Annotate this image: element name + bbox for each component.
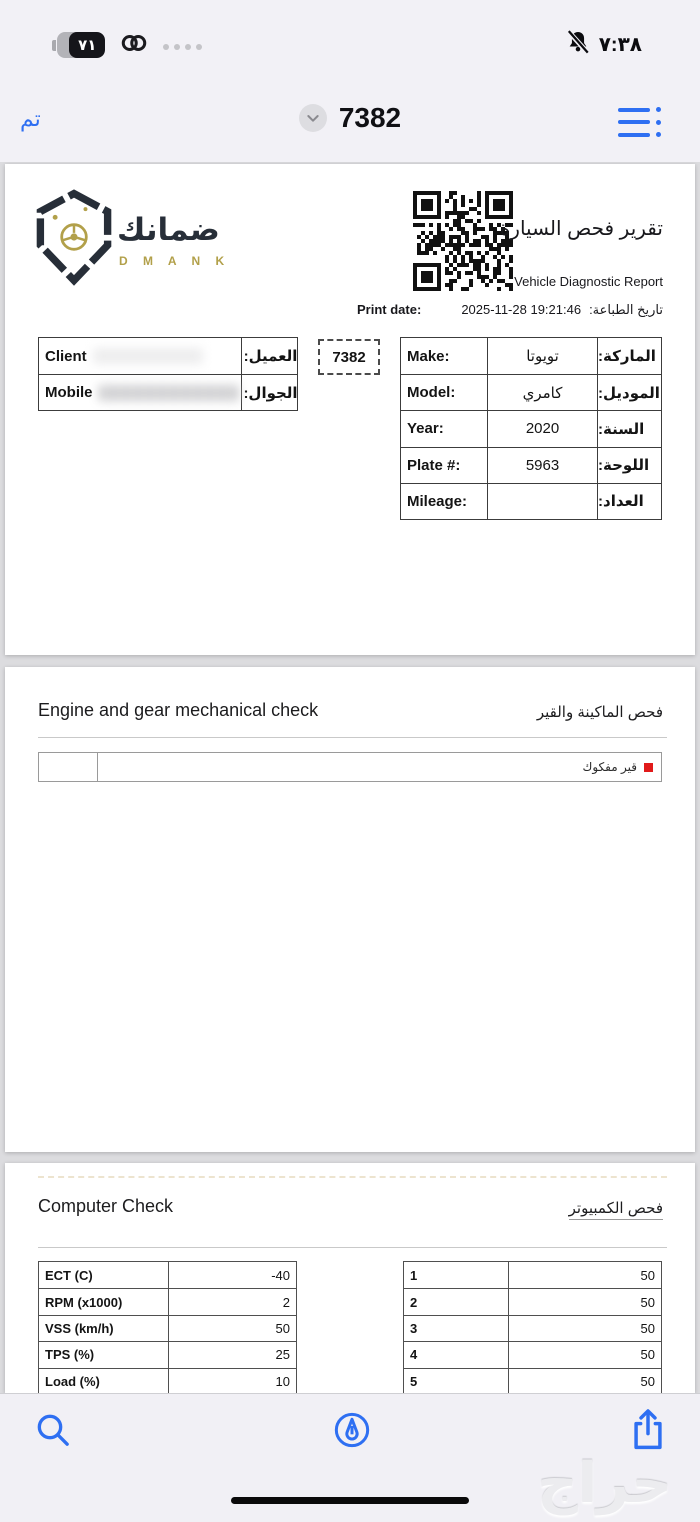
plate-label-en: Plate #: [401,448,488,483]
rpm-label: RPM (x1000) [39,1289,169,1314]
vehicle-info-table [400,337,662,520]
battery-percent: ٧١ [69,32,105,58]
print-date-row [5,302,695,322]
finding-status-cell [39,753,98,781]
table-row [39,1341,296,1367]
done-button[interactable]: تم [20,106,41,131]
vss-value: 50 [275,1320,290,1336]
year-value: 2020 [488,411,598,446]
load-label: Load (%) [39,1369,169,1393]
table-row [39,1368,296,1393]
cyl4-label: 4 [404,1342,509,1367]
plate-label-ar: اللوحة: [598,457,650,475]
tps-value: 25 [275,1347,290,1363]
load-value: 10 [275,1373,290,1389]
faded-dashed-line [38,1176,667,1178]
cyl2-label: 2 [404,1289,509,1314]
status-right-cluster [565,28,642,60]
battery-nub [52,40,56,51]
signal-dots-icon [163,44,202,50]
year-label-ar: السنة: [598,420,645,438]
cyl4-value: 50 [640,1347,655,1363]
report-title-arabic: تقرير فحص السيارة [499,218,663,240]
section-divider [38,1247,667,1248]
model-label-en: Model: [401,375,488,410]
brand-name-english: D M A N K [119,254,231,268]
vss-label: VSS (km/h) [39,1316,169,1341]
cyl5-label: 5 [404,1369,509,1393]
cyl1-label: 1 [404,1262,509,1288]
print-date-label-ar: تاريخ الطباعة: [589,302,663,317]
redacted-client-name [93,348,203,364]
computer-check-table-left [38,1261,297,1393]
computer-section-title-en: Computer Check [38,1196,174,1216]
table-row [404,1262,661,1288]
model-label-ar: الموديل: [598,384,660,402]
make-value: تويوتا [488,338,598,374]
year-label-en: Year: [401,411,488,446]
document-title-group[interactable] [0,102,700,134]
model-value: كامري [488,375,598,410]
chevron-down-icon[interactable] [299,104,327,132]
table-row [401,483,661,519]
plate-value: 5963 [488,448,598,483]
make-label-ar: الماركة: [598,348,656,366]
status-left-cluster [52,30,202,60]
report-number-badge: 7382 [318,339,380,375]
cyl3-value: 50 [640,1320,655,1336]
brand-name-arabic: ضمانك [117,212,220,247]
section-divider [38,737,667,738]
table-of-contents-button[interactable] [618,104,664,140]
table-row [404,1341,661,1367]
finding-text: قير مفكوك [582,760,637,774]
computer-section-title-ar: فحص الكمبيوتر [569,1199,663,1220]
mobile-label-ar: الجوال: [241,375,299,410]
ect-value: -40 [271,1267,290,1283]
bottom-toolbar [0,1393,700,1522]
engine-section-title-en: Engine and gear mechanical check [38,700,319,720]
ect-label: ECT (C) [39,1262,169,1288]
table-row [404,1288,661,1314]
report-page-1 [5,164,695,655]
pdf-scroll-area[interactable] [0,162,700,1393]
report-title-english: Vehicle Diagnostic Report [514,274,663,289]
finding-row [38,752,662,782]
status-bar [0,0,700,88]
mileage-label-en: Mileage: [401,484,488,519]
table-row [401,410,661,446]
tps-label: TPS (%) [39,1342,169,1367]
table-row [39,1315,296,1341]
table-row [39,374,297,410]
mobile-label-en: Mobile [45,384,93,401]
mileage-label-ar: العداد: [598,493,644,511]
table-row [39,338,297,374]
report-page-2 [5,667,695,1152]
table-row [401,338,661,374]
table-row [404,1315,661,1341]
link-icon [119,28,149,63]
battery-icon [52,32,105,58]
client-label-ar: العميل: [241,338,299,374]
client-table [38,337,298,411]
redacted-mobile-number [99,385,239,401]
table-row [39,1262,296,1288]
cyl1-value: 50 [640,1267,655,1283]
table-row [39,1288,296,1314]
engine-section-title-ar: فحص الماكينة والقير [536,704,663,721]
qr-code [413,191,513,291]
haraj-watermark: حراج [537,1451,672,1514]
document-title: 7382 [338,102,402,133]
computer-check-table-right [403,1261,662,1393]
nav-bar [0,88,700,162]
rpm-value: 2 [282,1294,290,1310]
markup-button[interactable] [332,1410,372,1455]
table-row [404,1368,661,1393]
cyl2-value: 50 [640,1294,655,1310]
report-page-3 [5,1163,695,1393]
mileage-value [488,484,598,519]
bell-muted-icon [565,29,591,60]
cyl5-value: 50 [640,1373,655,1389]
cyl3-label: 3 [404,1316,509,1341]
search-button[interactable] [33,1410,73,1455]
table-row [401,447,661,483]
brand-logo-icon [33,188,115,291]
client-label-en: Client [45,347,87,365]
print-date-label-en: Print date: [357,302,422,317]
print-date-value: 2025-11-28 19:21:46 [461,302,582,317]
home-indicator[interactable] [231,1497,469,1504]
make-label-en: Make: [401,338,488,374]
severity-red-square-icon [644,763,653,772]
clock-text: ٧:٣٨ [598,33,642,56]
table-row [401,374,661,410]
